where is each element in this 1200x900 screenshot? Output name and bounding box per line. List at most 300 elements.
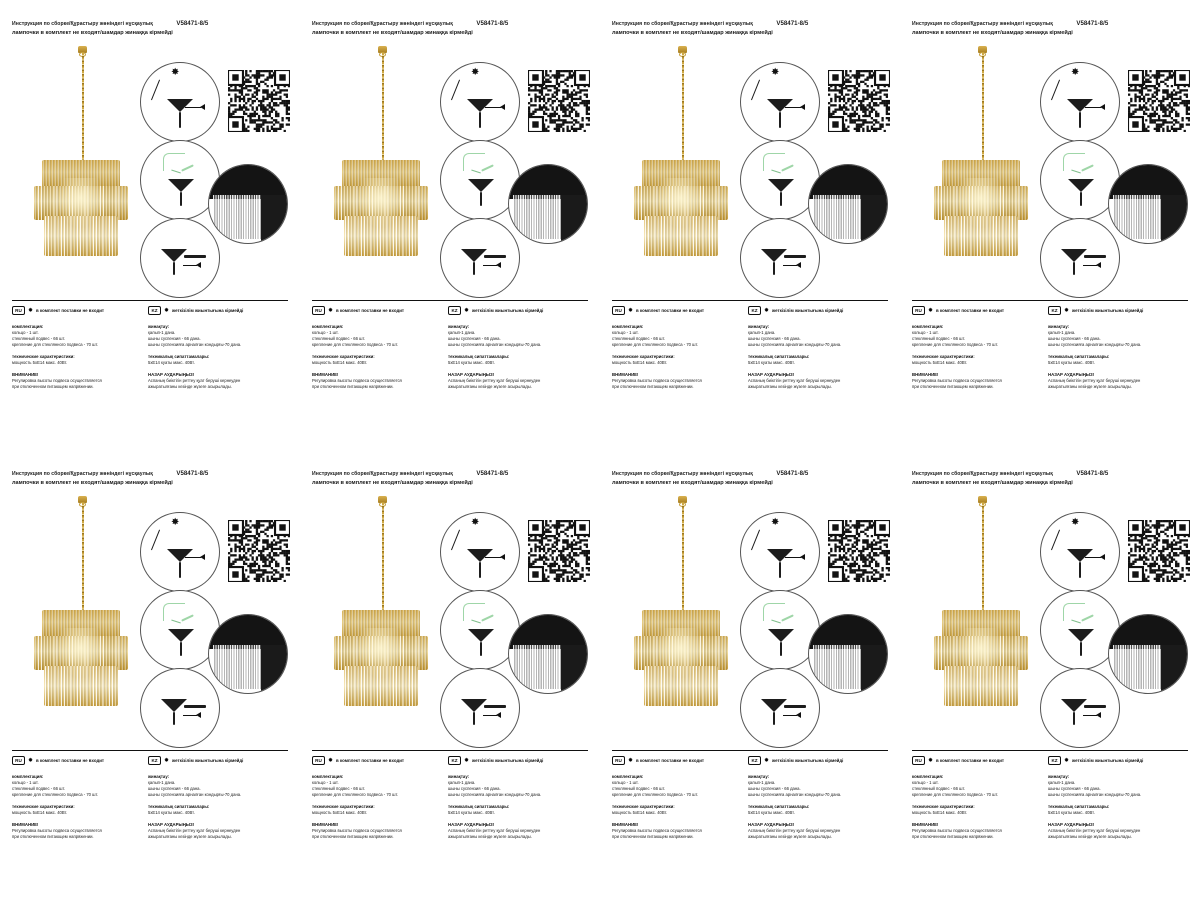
header-title-line2: лампочки в комплект не входят/шамдар жинаққа кірмейді [312,479,473,486]
direction-arrow-line [483,715,497,716]
direction-arrow-line [183,265,197,266]
spec-line: шыны суспензия - 66 дана. [148,336,201,342]
note-ru-text: в комплект поставки не входит [336,308,405,313]
spec-column-ru [612,324,744,396]
spec-line: при отключенном питающем напряжении. [912,384,994,390]
crystal-lamp-body [28,160,134,268]
spec-title: техникалық сипаттамалары: [148,803,210,809]
qr-code[interactable] [228,70,290,132]
spec-block-technical-characteristics-kz [448,354,580,366]
spec-line: шыны суспензия - 66 дана. [148,786,201,792]
spec-line: қалып-1 дана. [748,780,776,786]
stem-rod [179,562,181,578]
crystal-tier-middle [934,636,1028,670]
leaflet-page-right [300,0,600,450]
direction-arrow-line [1083,265,1097,266]
spec-block-technical-characteristics-ru [12,354,144,366]
direction-arrow-head [496,712,501,718]
crystal-tier-middle [634,636,728,670]
note-ru [612,306,704,315]
rotation-arrow-line [785,557,801,558]
note-kz [448,306,543,315]
qr-code[interactable] [228,520,290,582]
step-1-diagram [1040,62,1120,142]
spec-line: ажыратылғаны кезінде жүзеге асырылады. [148,384,232,390]
asterisk-icon: ✸ [1071,517,1080,528]
product-photo-chandelier [16,44,146,284]
spec-title: жинақтау: [448,324,470,329]
spec-title: техникалық сипаттамалары: [748,353,810,359]
spec-block-technical-characteristics-kz [748,354,880,366]
asterisk-icon: ✸ [771,517,780,528]
spec-line: Аспаның биіктігін реттеу қуат беруші кернеуден [448,827,541,833]
flag-ru: RU [612,306,625,315]
stem-rod [480,642,482,656]
divider [912,300,1188,301]
stem-rod [1080,642,1082,656]
spec-title: комплектация: [312,324,344,329]
dark-ceiling-plate [809,165,888,199]
spec-line: стеклянный подвес - 66 шт. [612,336,666,342]
spec-title: ВНИМАНИЕ! [312,821,339,827]
spec-line: 5хЕ14 куаты макс. 40Вт. [1048,810,1095,816]
spec-line: шыны суспензия - 66 дана. [748,786,801,792]
step-4-diagram [208,164,288,244]
spec-line: при отключенном питающем напряжении. [612,834,694,840]
spec-column-ru [12,774,144,846]
spec-column-ru [312,774,444,846]
flag-kz: KZ [1048,756,1061,765]
header-title-line2: лампочки в комплект не входят/шамдар жинаққа кірмейді [312,29,473,36]
ceiling-cone [1067,99,1093,112]
suspension-chain [382,53,384,161]
spec-block-attention-kz [748,372,880,390]
leaflet-page-left [0,450,300,900]
crystal-lamp-body [628,160,734,268]
spec-line: 5хЕ14 куаты макс. 40Вт. [148,810,195,816]
spec-title: технические характеристики: [12,803,75,809]
header-title-line2: лампочки в комплект не входят/шамдар жинаққа кірмейді [12,29,173,36]
note-kz [448,756,543,765]
crystal-tier-bottom [944,216,1018,256]
spec-line: кольцо - 1 шт. [12,330,39,336]
illustration-area [600,490,900,740]
crystal-tier-bottom [944,666,1018,706]
flag-ru: RU [912,756,925,765]
ceiling-cone [768,629,794,642]
spec-column-kz [1048,324,1180,396]
spec-column-kz [748,324,880,396]
rotation-arrow-line [785,107,801,108]
spec-line: стеклянный подвес - 66 шт. [312,786,366,792]
step-4-diagram [508,164,588,244]
direction-arrow-line [1083,715,1097,716]
crystal-tier-bottom [44,216,118,256]
header-title-text: Инструкция по сборке/Құрастыру жөніндегі нұсқаулық [912,21,1053,27]
header-title-line1 [912,20,1188,27]
tool-handle [1084,705,1106,708]
spec-title: комплектация: [612,774,644,779]
header-title-text: Инструкция по сборке/Құрастыру жөніндегі нұсқаулық [612,21,753,27]
spec-line: мощность 5хЕ14 макс. 40Вт. [12,810,68,816]
note-ru [312,756,404,765]
spec-line: Регулировка высоты подвеса осуществляется [12,377,102,383]
note-kz-text: жеткізілім жиынтығына кірмейді [772,758,844,763]
spec-column-kz [1048,774,1180,846]
suspension-chain [82,503,84,611]
crystal-lamp-body [628,610,734,718]
spec-block-kit-contents-ru [612,324,744,348]
header-title-line1 [12,20,288,27]
note-kz [148,756,243,765]
divider [912,750,1188,751]
spec-line: мощность 5хЕ14 макс. 40Вт. [312,810,368,816]
spec-line: стеклянный подвес - 66 шт. [912,336,966,342]
dark-ceiling-plate [209,615,288,649]
step-3-diagram [140,218,220,298]
suspension-chain [982,503,984,611]
crystal-tier-bottom [644,216,718,256]
note-ru-text: в комплект поставки не входит [636,308,705,313]
note-ru-text: в комплект поставки не входит [36,308,105,313]
flag-ru: RU [12,306,25,315]
spec-line: крепление для стеклянного подвеса - 70 шт. [12,342,99,348]
step-1-diagram [140,512,220,592]
spec-title: комплектация: [612,324,644,329]
crystal-lamp-body [928,610,1034,718]
note-kz [1048,306,1143,315]
product-photo-chandelier [316,494,446,734]
spec-line: шыны суспензияға арналған кондырғы-70 дана. [448,342,542,348]
direction-arrow-line [783,265,797,266]
mount-rod [1051,530,1061,551]
spec-line: қалып-1 дана. [448,330,476,336]
crystal-tier-bottom [44,666,118,706]
suspension-chain [682,503,684,611]
spec-title: техникалық сипаттамалары: [1048,803,1110,809]
crystal-lamp-body [928,160,1034,268]
spec-block-technical-characteristics-ru [912,804,1044,816]
spec-title: НАЗАР АУДАРЫҢЫЗ! [148,821,195,827]
spec-block-technical-characteristics-ru [312,804,444,816]
stem-rod [479,112,481,128]
header-title-line2: лампочки в комплект не входят/шамдар жинаққа кірмейді [912,29,1073,36]
step-1-diagram [140,62,220,142]
spec-line: стеклянный подвес - 66 шт. [312,336,366,342]
dark-background [561,195,588,244]
spec-line: шыны суспензияға арналған кондырғы-70 дана. [148,342,242,348]
dark-ceiling-plate [1109,165,1188,199]
specification-area [600,750,900,900]
crystal-lamp-body [328,160,434,268]
rotation-arrow-line [185,107,201,108]
spec-column-ru [912,774,1044,846]
specification-area [0,750,300,900]
spec-block-kit-contents-ru [12,324,144,348]
rotation-arrow-head [200,104,205,110]
spec-block-attention-ru [312,822,444,840]
header-title-line1 [612,20,888,27]
spec-line: Аспаның биіктігін реттеу қуат беруші кернеуден [1048,827,1141,833]
spec-block-attention-ru [912,372,1044,390]
header-title-line1 [912,470,1188,477]
direction-arrow-head [796,712,801,718]
stem-rod [780,192,782,206]
spec-block-attention-kz [448,822,580,840]
specification-area [900,750,1200,900]
step-3-diagram [740,218,820,298]
tool-handle [784,705,806,708]
spec-line: қалып-1 дана. [148,780,176,786]
flag-ru: RU [312,306,325,315]
direction-arrow-line [783,715,797,716]
spec-line: 5хЕ14 куаты макс. 40Вт. [748,810,795,816]
qr-code-image [228,520,290,582]
spec-line: кольцо - 1 шт. [912,780,939,786]
spec-line: қалып-1 дана. [1048,330,1076,336]
spec-title: технические характеристики: [912,353,975,359]
spec-block-kit-contents-kz [1048,324,1180,348]
spec-block-kit-contents-kz [748,774,880,798]
qr-code[interactable] [1128,520,1190,582]
spec-title: комплектация: [912,774,944,779]
dark-background [261,645,288,694]
leaflet [0,450,600,900]
note-ru [12,306,104,315]
rotation-arrow-line [485,107,501,108]
asterisk-icon: ✸ [464,757,470,764]
header-title-line1 [12,470,288,477]
spec-title: НАЗАР АУДАРЫҢЫЗ! [448,821,495,827]
note-ru [912,306,1004,315]
note-ru-text: в комплект поставки не входит [36,758,105,763]
spec-line: шыны суспензия - 66 дана. [448,336,501,342]
ceiling-cone [168,179,194,192]
stem-rod [1080,192,1082,206]
crystal-tier-bottom [344,666,418,706]
specification-area [300,750,600,900]
illustration-area [900,40,1200,290]
note-kz [1048,756,1143,765]
header-title-text: Инструкция по сборке/Құрастыру жөніндегі нұсқаулық [312,21,453,27]
spec-block-technical-characteristics-kz [1048,804,1180,816]
direction-arrow-head [496,262,501,268]
asterisk-icon: ✸ [164,307,170,314]
product-photo-chandelier [916,494,1046,734]
spec-line: 5хЕ14 куаты макс. 40Вт. [148,360,195,366]
header [912,470,1188,486]
spec-line: қалып-1 дана. [748,330,776,336]
crystal-tier-bottom [644,666,718,706]
crystal-tier-middle [334,636,428,670]
note-kz [748,756,843,765]
spec-block-kit-contents-ru [312,774,444,798]
stem-rod [779,562,781,578]
spec-line: при отключенном питающем напряжении. [312,384,394,390]
stem-rod [179,112,181,128]
note-kz-text: жеткізілім жиынтығына кірмейді [772,308,844,313]
spec-line: Регулировка высоты подвеса осуществляется [912,827,1002,833]
rotation-arrow-head [800,104,805,110]
header-title-text: Инструкция по сборке/Құрастыру жөніндегі нұсқаулық [12,471,153,477]
spec-line: при отключенном питающем напряжении. [12,834,94,840]
spec-title: ВНИМАНИЕ! [612,821,639,827]
spec-title: ВНИМАНИЕ! [312,371,339,377]
spec-title: техникалық сипаттамалары: [748,803,810,809]
spec-title: техникалық сипаттамалары: [448,353,510,359]
crystal-shade-detail [1113,195,1163,239]
header-title-line2: лампочки в комплект не входят/шамдар жинаққа кірмейді [912,479,1073,486]
stem-rod [780,642,782,656]
spec-block-attention-ru [12,372,144,390]
spec-line: қалып-1 дана. [448,780,476,786]
step-4-diagram [808,614,888,694]
divider [12,300,288,301]
rotation-arrow-head [800,554,805,560]
direction-arrow-head [796,262,801,268]
dark-ceiling-plate [509,165,588,199]
note-ru-text: в комплект поставки не входит [636,758,705,763]
spec-line: ажыратылғаны кезінде жүзеге асырылады. [748,834,832,840]
qr-code-image [228,70,290,132]
spec-line: кольцо - 1 шт. [612,780,639,786]
spec-block-attention-kz [1048,822,1180,840]
tool-handle [484,255,506,258]
divider [612,300,888,301]
spec-line: Регулировка высоты подвеса осуществляется [612,377,702,383]
crystal-tier-middle [34,186,128,220]
qr-code[interactable] [828,70,890,132]
asterisk-icon: ✸ [628,307,634,314]
header-title-line2: лампочки в комплект не входят/шамдар жинаққа кірмейді [612,29,773,36]
spec-line: Регулировка высоты подвеса осуществляется [312,827,402,833]
spec-title: ВНИМАНИЕ! [912,821,939,827]
spec-line: Аспаның биіктігін реттеу қуат беруші кернеуден [148,377,241,383]
illustration-area [300,490,600,740]
spec-title: НАЗАР АУДАРЫҢЫЗ! [448,371,495,377]
asterisk-icon: ✸ [1071,67,1080,78]
spec-line: ажыратылғаны кезінде жүзеге асырылады. [1048,834,1132,840]
spec-line: мощность 5хЕ14 макс. 40Вт. [912,810,968,816]
qr-code[interactable] [1128,70,1190,132]
spec-line: крепление для стеклянного подвеса - 70 шт. [612,342,699,348]
crystal-tier-middle [334,186,428,220]
asterisk-icon: ✸ [764,757,770,764]
spec-title: техникалық сипаттамалары: [448,803,510,809]
illustration-area [0,490,300,740]
model-code: V58471-8/5 [476,470,509,477]
qr-code[interactable] [528,70,590,132]
spec-line: шыны суспензия - 66 дана. [748,336,801,342]
rotation-arrow-line [185,557,201,558]
spec-block-kit-contents-kz [448,324,580,348]
leaflet-page-left [600,0,900,450]
flag-ru: RU [12,756,25,765]
spec-block-technical-characteristics-kz [748,804,880,816]
step-3-diagram [1040,668,1120,748]
step-4-diagram [808,164,888,244]
spec-block-technical-characteristics-ru [312,354,444,366]
spec-line: шыны суспензия - 66 дана. [1048,336,1101,342]
spec-line: мощность 5хЕ14 макс. 40Вт. [912,360,968,366]
spec-line: стеклянный подвес - 66 шт. [912,786,966,792]
direction-arrow-head [196,712,201,718]
spec-block-technical-characteristics-ru [612,354,744,366]
header [612,20,888,36]
mount-rod [151,530,161,551]
spec-line: стеклянный подвес - 66 шт. [12,336,66,342]
rotation-arrow-head [1100,554,1105,560]
note-kz-text: жеткізілім жиынтығына кірмейді [172,758,244,763]
spec-line: шыны суспензияға арналған кондырғы-70 дана. [148,792,242,798]
illustration-area [0,40,300,290]
spec-block-kit-contents-ru [312,324,444,348]
spec-line: шыны суспензия - 66 дана. [448,786,501,792]
dark-background [1161,645,1188,694]
asterisk-icon: ✸ [464,307,470,314]
spec-block-technical-characteristics-kz [148,804,280,816]
spec-title: техникалық сипаттамалары: [1048,353,1110,359]
mount-rod [751,530,761,551]
stem-rod [1079,562,1081,578]
header-title-text: Инструкция по сборке/Құрастыру жөніндегі нұсқаулық [312,471,453,477]
crystal-shade-detail [813,195,863,239]
qr-code[interactable] [828,520,890,582]
note-ru [312,306,404,315]
spec-line: ажыратылғаны кезінде жүзеге асырылады. [448,384,532,390]
spec-title: жинақтау: [1048,774,1070,779]
mount-rod [451,530,461,551]
spec-block-technical-characteristics-ru [612,804,744,816]
step-1-diagram [440,512,520,592]
flag-kz: KZ [148,306,161,315]
spec-line: при отключенном питающем напряжении. [312,834,394,840]
note-kz-text: жеткізілім жиынтығына кірмейді [472,308,544,313]
spec-column-ru [612,774,744,846]
header-title-line2: лампочки в комплект не входят/шамдар жинаққа кірмейді [12,479,173,486]
spec-line: при отключенном питающем напряжении. [12,384,94,390]
spec-block-attention-ru [312,372,444,390]
step-3-diagram [440,668,520,748]
step-4-diagram [508,614,588,694]
specification-area [900,300,1200,450]
crystal-shade-detail [513,195,563,239]
spec-line: шыны суспензияға арналған кондырғы-70 дана. [748,792,842,798]
spec-title: ВНИМАНИЕ! [612,371,639,377]
spec-line: Аспаның биіктігін реттеу қуат беруші кернеуден [448,377,541,383]
step-1-diagram [440,62,520,142]
spec-block-attention-kz [148,372,280,390]
dark-background [861,195,888,244]
spec-title: технические характеристики: [612,353,675,359]
rotation-arrow-line [485,557,501,558]
spec-line: мощность 5хЕ14 макс. 40Вт. [612,810,668,816]
spec-block-attention-kz [148,822,280,840]
spec-line: 5хЕ14 куаты макс. 40Вт. [448,360,495,366]
header-title-text: Инструкция по сборке/Құрастыру жөніндегі нұсқаулық [912,471,1053,477]
stem-rod [1073,262,1075,275]
dark-background [1161,195,1188,244]
spec-line: Аспаның биіктігін реттеу қуат беруші кернеуден [148,827,241,833]
rotation-arrow-head [1100,104,1105,110]
asterisk-icon: ✸ [164,757,170,764]
illustration-area [300,40,600,290]
note-ru [12,756,104,765]
spec-title: жинақтау: [1048,324,1070,329]
qr-code[interactable] [528,520,590,582]
ceiling-cone [167,549,193,562]
tool-handle [784,255,806,258]
